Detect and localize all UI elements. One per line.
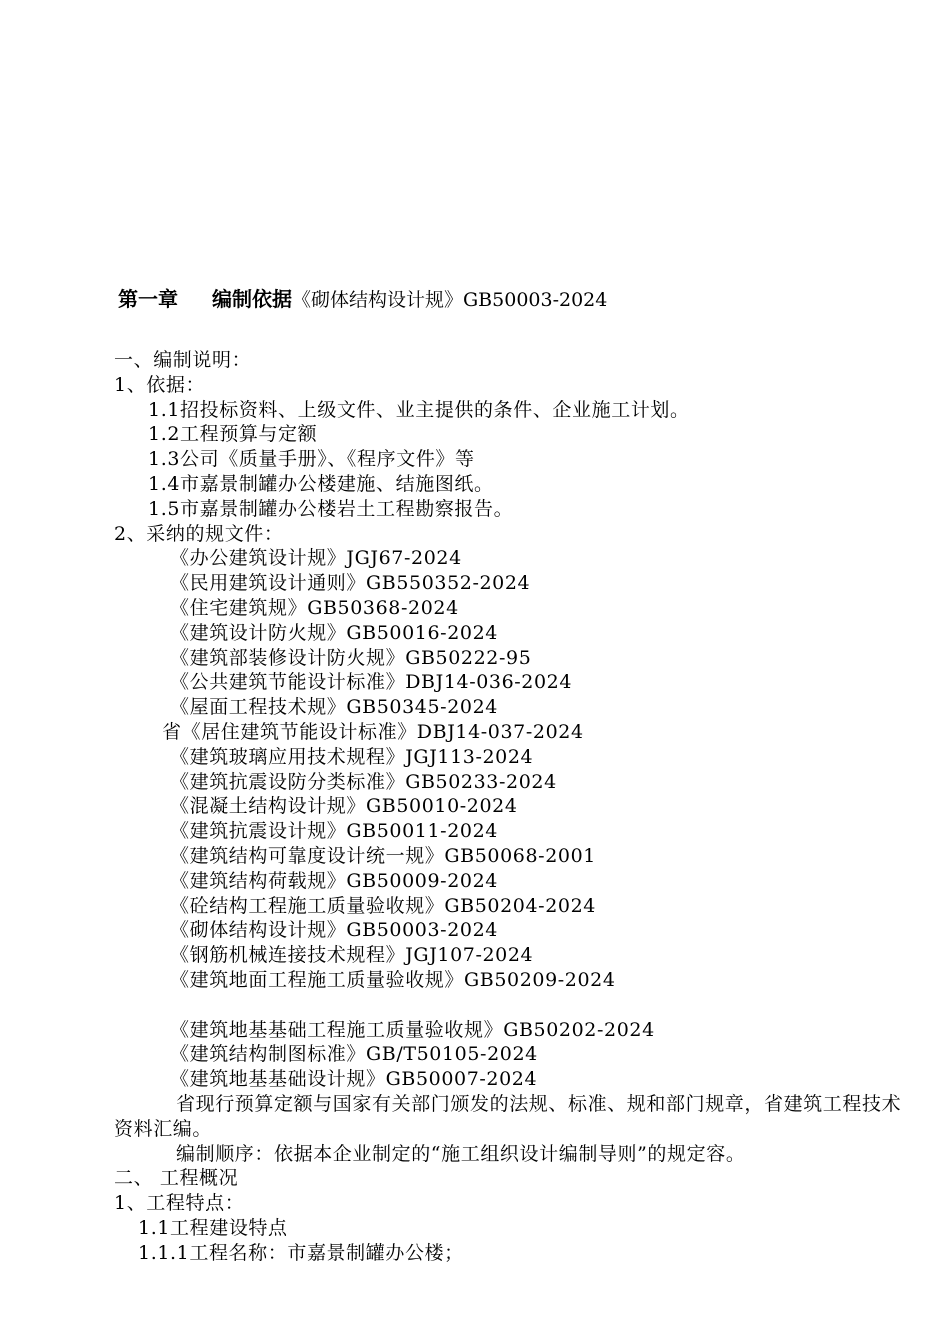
code-item: 《建筑结构可靠度设计统一规》GB50068-2001	[170, 844, 596, 867]
basis-item: 1.3公司《质量手册》、《程序文件》等	[148, 448, 475, 471]
code-item: 《住宅建筑规》GB50368-2024	[170, 596, 459, 619]
section-heading: 二、 工程概况	[114, 1167, 239, 1190]
chapter-number: 第一章	[118, 287, 178, 311]
code-item: 《建筑结构制图标准》GB/T50105-2024	[170, 1043, 538, 1066]
code-item: 《屋面工程技术规》GB50345-2024	[170, 696, 498, 719]
basis-item: 1.1招投标资料、上级文件、业主提供的条件、企业施工计划。	[148, 398, 690, 421]
code-item: 《建筑地基基础工程施工质量验收规》GB50202-2024	[170, 1018, 655, 1041]
code-item: 《建筑结构荷载规》GB50009-2024	[170, 869, 498, 892]
paragraph-province: 省现行预算定额与国家有关部门颁发的法规、标准、规和部门规章，省建筑工程技术资料汇编。	[114, 1092, 902, 1140]
code-item: 《建筑部装修设计防火规》GB50222-95	[170, 646, 532, 669]
code-item: 《办公建筑设计规》JGJ67-2024	[170, 547, 462, 570]
code-item: 《钢筋机械连接技术规程》JGJ107-2024	[170, 944, 534, 967]
code-item: 《公共建筑节能设计标准》DBJ14-036-2024	[170, 671, 573, 694]
code-item: 《建筑地面工程施工质量验收规》GB50209-2024	[170, 968, 616, 991]
code-item: 《混凝土结构设计规》GB50010-2024	[170, 795, 518, 818]
chapter-title: 编制依据	[212, 287, 292, 311]
code-item: 《建筑地基基础设计规》GB50007-2024	[170, 1068, 538, 1091]
code-item: 《建筑抗震设防分类标准》GB50233-2024	[170, 770, 557, 793]
basis-item: 1.4市嘉景制罐办公楼建施、结施图纸。	[148, 472, 494, 495]
project-name: 1.1.1工程名称：市嘉景制罐办公楼；	[138, 1241, 464, 1264]
basis-heading: 1、依据：	[114, 373, 206, 396]
section-heading: 一、编制说明：	[114, 349, 252, 371]
code-item: 《砼结构工程施工质量验收规》GB50204-2024	[170, 894, 596, 917]
code-item: 《砌体结构设计规》GB50003-2024	[170, 919, 498, 942]
code-item: 《建筑设计防火规》GB50016-2024	[170, 621, 498, 644]
sub-heading: 1.1工程建设特点	[138, 1216, 288, 1239]
chapter-heading	[118, 284, 607, 315]
code-item-province: 省《居住建筑节能设计标准》DBJ14-037-2024	[162, 720, 584, 743]
code-item: 《民用建筑设计通则》GB550352-2024	[170, 572, 531, 595]
codes-heading: 2、采纳的规文件：	[114, 522, 284, 545]
blank-line	[114, 993, 904, 1018]
chapter-reference: 《砌体结构设计规》GB50003-2024	[292, 289, 608, 311]
basis-item: 1.2工程预算与定额	[148, 423, 318, 446]
basis-item: 1.5市嘉景制罐办公楼岩土工程勘察报告。	[148, 497, 514, 520]
document-body	[114, 348, 904, 1265]
features-heading: 1、工程特点：	[114, 1192, 245, 1215]
code-item: 《建筑玻璃应用技术规程》JGJ113-2024	[170, 745, 534, 768]
code-item: 《建筑抗震设计规》GB50011-2024	[170, 820, 498, 843]
paragraph-order: 编制顺序：依据本企业制定的“施工组织设计编制导则”的规定容。	[176, 1142, 746, 1165]
